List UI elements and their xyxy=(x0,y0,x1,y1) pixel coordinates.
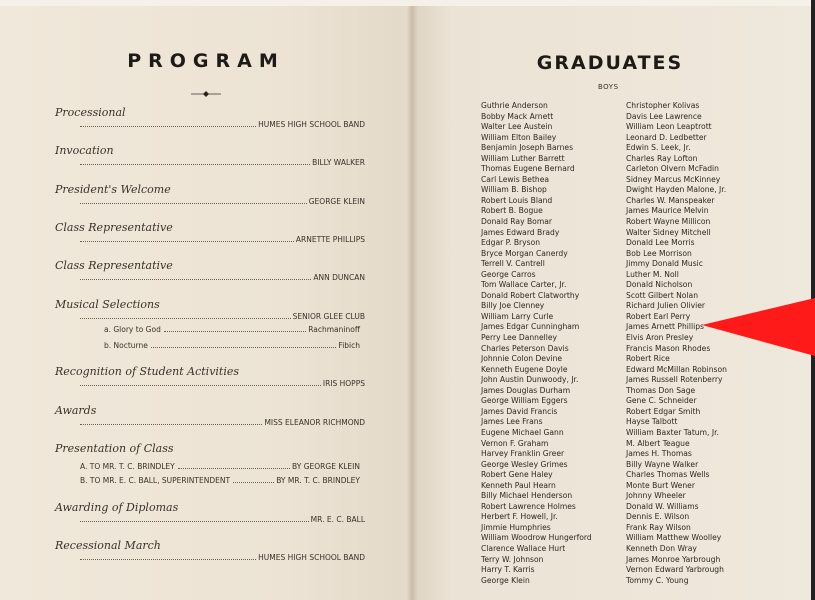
musical-piece-composer: Rachmaninoff xyxy=(308,325,360,334)
program-item xyxy=(55,259,365,282)
graduate-name: Clarence Wallace Hurt xyxy=(481,543,566,553)
program-item-label: Class Representative xyxy=(55,259,173,272)
graduate-name: Elvis Aron Presley xyxy=(626,333,694,343)
program-item xyxy=(55,183,365,206)
graduate-name: Jimmie Humphries xyxy=(481,522,551,532)
graduate-name: Edward McMillan Robinson xyxy=(626,364,727,374)
program-item xyxy=(55,442,365,455)
graduate-name: Hayse Talbott xyxy=(626,417,678,427)
graduate-name: Monte Burt Wener xyxy=(626,480,695,490)
graduate-name: Donald Lee Morris xyxy=(626,238,695,248)
musical-piece-title: b. Nocturne xyxy=(104,341,148,350)
program-item-performer: ANN DUNCAN xyxy=(313,273,365,282)
graduate-name: Walter Lee Austein xyxy=(481,122,553,132)
graduate-name: John Austin Dunwoody, Jr. xyxy=(481,375,579,385)
graduate-name: William Matthew Woolley xyxy=(626,533,722,543)
presentation-by: BY GEORGE KLEIN xyxy=(292,462,360,471)
graduate-name: Edwin S. Leek, Jr. xyxy=(626,143,691,153)
presentation-to: B. TO MR. E. C. BALL, SUPERINTENDENT xyxy=(80,476,231,485)
program-item-label: Invocation xyxy=(55,144,114,157)
graduate-name: Charles Ray Lofton xyxy=(626,153,698,163)
graduate-name: Charles Peterson Davis xyxy=(481,343,569,353)
graduate-name: Edgar P. Bryson xyxy=(481,238,541,248)
graduate-name: George Klein xyxy=(481,575,530,585)
graduate-name: Charles W. Manspeaker xyxy=(626,195,715,205)
graduate-name: Robert Rice xyxy=(626,354,670,364)
graduate-name: James Russell Rotenberry xyxy=(626,375,723,385)
graduate-name: Guthrie Anderson xyxy=(481,101,548,110)
program-item xyxy=(55,144,365,167)
graduate-name: Frank Ray Wilson xyxy=(626,522,691,532)
graduate-name: Terrell V. Cantrell xyxy=(481,259,545,269)
program-item-performer: ARNETTE PHILLIPS xyxy=(295,235,365,244)
graduate-name: James Edgar Cunningham xyxy=(481,322,580,332)
graduate-name: Davis Lee Lawrence xyxy=(626,111,702,121)
musical-piece-composer: Fibich xyxy=(338,341,360,350)
graduate-name: Dennis E. Wilson xyxy=(626,512,690,522)
graduate-name: James Douglas Durham xyxy=(481,385,571,395)
program-item-performer: MISS ELEANOR RICHMOND xyxy=(264,418,365,427)
graduates-left-column xyxy=(481,101,592,586)
graduate-name: Billy Joe Clenney xyxy=(481,301,545,311)
program-item-label: Musical Selections xyxy=(55,298,160,311)
program-item-label: Recognition of Student Activities xyxy=(55,365,240,378)
graduate-name: Kenneth Eugene Doyle xyxy=(481,364,568,374)
program-item-performer: BILLY WALKER xyxy=(312,158,365,167)
graduate-name: James Lee Frans xyxy=(481,417,543,427)
diamond-ornament-icon xyxy=(191,90,221,98)
graduate-name: Kenneth Paul Hearn xyxy=(481,480,556,490)
graduate-name: Carleton Olvern McFadin xyxy=(626,164,719,174)
program-item-performer: HUMES HIGH SCHOOL BAND xyxy=(258,553,365,562)
graduate-name: Walter Sidney Mitchell xyxy=(626,227,711,237)
graduate-name: Luther M. Noll xyxy=(626,269,679,279)
graduate-name: James Maurice Melvin xyxy=(626,206,709,216)
graduate-name: James Edward Brady xyxy=(481,227,560,237)
graduate-name: Scott Gilbert Nolan xyxy=(626,290,699,300)
graduate-name: Richard Julien Olivier xyxy=(626,301,706,311)
graduate-name: Carl Lewis Bethea xyxy=(481,174,550,184)
graduate-name: William Larry Curle xyxy=(481,311,554,321)
program-item-performer: MR. E. C. BALL xyxy=(310,515,365,524)
graduate-name: Johnny Wheeler xyxy=(626,491,686,501)
graduate-name: James Arnett Phillips xyxy=(626,322,704,332)
graduate-name: Jimmy Donald Music xyxy=(626,259,703,269)
graduate-name: Donald Nicholson xyxy=(626,280,693,290)
musical-piece-title: a. Glory to God xyxy=(104,325,161,334)
graduate-name: Eugene Michael Gann xyxy=(481,427,564,437)
program-item xyxy=(55,106,365,129)
program-item-label: Awards xyxy=(55,404,97,417)
program-item xyxy=(55,365,365,388)
graduate-name: Leonard D. Ledbetter xyxy=(626,132,707,142)
graduate-name: Thomas Eugene Bernard xyxy=(481,164,575,174)
musical-piece xyxy=(104,325,360,334)
graduate-name: Herbert F. Howell, Jr. xyxy=(481,512,558,522)
graduate-name: Robert Wayne Millicon xyxy=(626,217,711,227)
graduate-name: Vernon F. Graham xyxy=(481,438,549,448)
graduate-name: Harry T. Karris xyxy=(481,565,535,575)
presentation-line xyxy=(80,476,360,485)
graduate-name: Donald W. Williams xyxy=(626,501,699,511)
top-edge xyxy=(0,0,815,6)
graduate-name: William Baxter Tatum, Jr. xyxy=(626,427,719,437)
graduate-name: Billy Michael Henderson xyxy=(481,491,573,501)
graduate-name: William Elton Bailey xyxy=(481,132,557,142)
program-item-label: Recessional March xyxy=(55,539,161,552)
graduate-name: Tom Wallace Carter, Jr. xyxy=(481,280,567,290)
program-item xyxy=(55,298,365,321)
graduate-name: William Leon Leaptrott xyxy=(626,122,712,132)
graduate-name: Donald Robert Clatworthy xyxy=(481,290,580,300)
graduate-name: Robert Lawrence Holmes xyxy=(481,501,576,511)
graduate-name: Robert B. Bogue xyxy=(481,206,543,216)
graduate-name: M. Albert Teague xyxy=(626,438,690,448)
graduate-name: Christopher Kolivas xyxy=(626,101,700,110)
graduate-name: Kenneth Don Wray xyxy=(626,543,697,553)
program-item-label: President's Welcome xyxy=(55,183,171,196)
graduate-name: Harvey Franklin Greer xyxy=(481,449,565,459)
graduate-name: Bryce Morgan Canerdy xyxy=(481,248,568,258)
graduate-name: James H. Thomas xyxy=(626,449,692,459)
graduate-name: Charles Thomas Wells xyxy=(626,470,710,480)
program-item-performer: HUMES HIGH SCHOOL BAND xyxy=(258,120,365,129)
graduate-name: William B. Bishop xyxy=(481,185,547,195)
program-item-label: Processional xyxy=(55,106,126,119)
program-item xyxy=(55,404,365,427)
graduate-name: Bob Lee Morrison xyxy=(626,248,692,258)
graduate-name: Robert Earl Perry xyxy=(626,311,691,321)
graduate-name: Robert Edgar Smith xyxy=(626,406,701,416)
graduate-name: Perry Lee Dannelley xyxy=(481,333,558,343)
graduate-name: Bobby Mack Arnett xyxy=(481,111,554,121)
red-arrow-pointer-icon xyxy=(700,298,815,356)
graduate-name: Billy Wayne Walker xyxy=(626,459,699,469)
graduate-name: George William Eggers xyxy=(481,396,568,406)
program-item-label: Presentation of Class xyxy=(55,442,174,455)
presentation-to: A. TO MR. T. C. BRINDLEY xyxy=(80,462,175,471)
graduate-name: Robert Louis Bland xyxy=(481,195,553,205)
program-item xyxy=(55,501,365,524)
program-item-label: Class Representative xyxy=(55,221,173,234)
program-item xyxy=(55,221,365,244)
graduates-title: GRADUATES xyxy=(536,52,684,74)
program-item xyxy=(55,539,365,562)
graduate-name: Thomas Don Sage xyxy=(626,385,696,395)
graduate-name: William Woodrow Hungerford xyxy=(481,533,592,543)
graduate-name: Vernon Edward Yarbrough xyxy=(626,565,724,575)
graduate-name: James David Francis xyxy=(481,406,558,416)
center-fold xyxy=(407,0,417,600)
graduate-name: Dwight Hayden Malone, Jr. xyxy=(626,185,727,195)
graduate-name: Sidney Marcus McKinney xyxy=(626,174,721,184)
graduate-name: Johnnie Colon Devine xyxy=(481,354,563,364)
graduate-name: Francis Mason Rhodes xyxy=(626,343,711,353)
program-item-performer: IRIS HOPPS xyxy=(322,379,365,388)
graduate-name: William Luther Barrett xyxy=(481,153,565,163)
graduate-name: Gene C. Schneider xyxy=(626,396,697,406)
graduate-name: Donald Ray Bomar xyxy=(481,217,553,227)
graduate-name: Benjamin Joseph Barnes xyxy=(481,143,574,153)
graduate-name: Robert Gene Haley xyxy=(481,470,553,480)
graduate-name: Tommy C. Young xyxy=(626,575,689,585)
graduate-name: James Monroe Yarbrough xyxy=(626,554,721,564)
graduate-name: Terry W. Johnson xyxy=(481,554,544,564)
graduate-name: George Carros xyxy=(481,269,536,279)
graduate-name: George Wesley Grimes xyxy=(481,459,568,469)
program-item-performer: GEORGE KLEIN xyxy=(308,197,365,206)
program-item-performer: SENIOR GLEE CLUB xyxy=(292,312,365,321)
program-title: PROGRAM xyxy=(127,50,285,72)
presentation-line xyxy=(80,462,360,471)
program-item-label: Awarding of Diplomas xyxy=(55,501,179,514)
musical-piece xyxy=(104,341,360,350)
presentation-by: BY MR. T. C. BRINDLEY xyxy=(276,476,360,485)
section-heading: BOYS xyxy=(598,83,619,91)
